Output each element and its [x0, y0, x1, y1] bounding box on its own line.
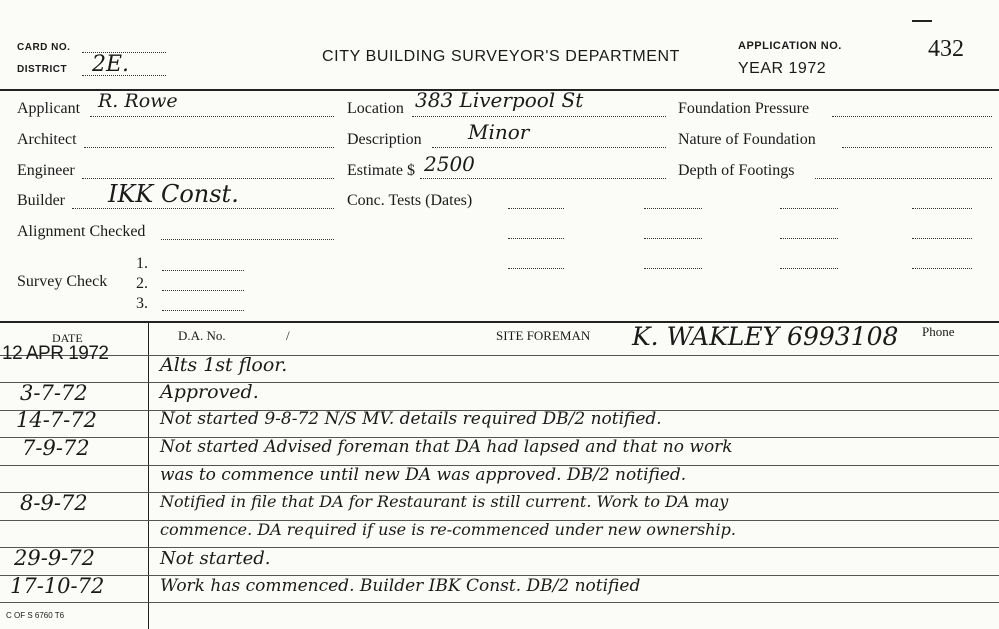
depth-footings-line	[815, 178, 992, 179]
year-label: YEAR 1972	[738, 60, 827, 77]
application-no-value: 432	[928, 36, 964, 62]
description-label: Description	[347, 131, 422, 148]
da-no-value: /	[286, 328, 290, 343]
row-line	[0, 602, 999, 603]
entry-text: Notified in file that DA for Restaurant is still current. Work to DA may	[160, 492, 729, 511]
row-line	[0, 547, 999, 548]
entry-date: 7-9-72	[22, 436, 90, 460]
survey-item-3: 3.	[136, 295, 148, 312]
engineer-label: Engineer	[17, 162, 75, 179]
alignment-label: Alignment Checked	[17, 223, 146, 240]
builder-line	[72, 208, 334, 209]
foundation-pressure-line	[832, 116, 992, 117]
estimate-label: Estimate $	[347, 162, 415, 179]
site-foreman-value: K. WAKLEY 6993108	[632, 322, 899, 351]
engineer-line	[82, 178, 334, 179]
conc-line-r2-c1	[508, 238, 564, 239]
survey-line-1	[162, 270, 244, 271]
row-line	[0, 382, 999, 383]
site-foreman-label: SITE FOREMAN	[496, 328, 591, 343]
card-no-label: CARD NO.	[17, 42, 71, 53]
conc-line-r2-c2	[644, 238, 702, 239]
corner-mark	[912, 20, 932, 22]
phone-label: Phone	[922, 324, 955, 339]
survey-line-3	[162, 310, 244, 311]
conc-line-r3-c3	[780, 268, 838, 269]
location-line	[412, 116, 666, 117]
depth-footings-label: Depth of Footings	[678, 162, 795, 179]
entry-text: Approved.	[160, 381, 259, 403]
applicant-label: Applicant	[17, 100, 81, 117]
applicant-line	[90, 116, 334, 117]
entry-text: Work has commenced. Builder IBK Const. DB/2 notified	[160, 576, 641, 596]
entry-text: was to commence until new DA was approved. DB/2 notified.	[160, 465, 687, 485]
nature-foundation-label: Nature of Foundation	[678, 131, 816, 148]
conc-line-r3-c4	[912, 268, 972, 269]
builder-value: IKK Const.	[108, 180, 239, 208]
date-column-divider	[148, 321, 149, 629]
entry-text: Alts 1st floor.	[160, 354, 288, 376]
architect-line	[84, 147, 334, 148]
entry-date: 17-10-72	[10, 574, 105, 598]
architect-label: Architect	[17, 131, 77, 148]
entry-date: 12 APR 1972	[2, 343, 109, 364]
entry-text: Not started.	[160, 548, 271, 569]
conc-line-r2-c4	[912, 238, 972, 239]
da-no-label: D.A. No.	[178, 328, 226, 343]
entry-text: Not started 9-8-72 N/S MV. details required DB/2 notified.	[160, 409, 662, 429]
survey-line-2	[162, 290, 244, 291]
department-title: CITY BUILDING SURVEYOR'S DEPARTMENT	[322, 48, 681, 65]
survey-item-2: 2.	[136, 275, 148, 292]
location-value: 383 Liverpool St	[415, 88, 584, 112]
location-label: Location	[347, 100, 404, 117]
conc-tests-label: Conc. Tests (Dates)	[347, 192, 473, 209]
alignment-line	[161, 239, 334, 240]
application-no-label: APPLICATION NO.	[738, 40, 842, 52]
conc-line-r1-c4	[912, 208, 972, 209]
entry-text: Not started Advised foreman that DA had lapsed and that no work	[160, 437, 733, 457]
conc-line-r3-c1	[508, 268, 564, 269]
description-value: Minor	[468, 120, 530, 144]
nature-foundation-line	[842, 147, 992, 148]
description-line	[432, 147, 666, 148]
estimate-value: 2500	[424, 152, 475, 176]
entry-date: 14-7-72	[16, 408, 97, 432]
entry-date: 29-9-72	[14, 546, 95, 570]
survey-item-1: 1.	[136, 255, 148, 272]
entry-date: 8-9-72	[20, 491, 88, 515]
conc-line-r1-c1	[508, 208, 564, 209]
date-header: DATE	[52, 331, 83, 345]
form-code: C OF S 6760 T6	[6, 611, 65, 620]
conc-line-r1-c3	[780, 208, 838, 209]
estimate-line	[420, 178, 666, 179]
applicant-value: R. Rowe	[98, 90, 178, 112]
row-line	[0, 355, 999, 356]
conc-line-r3-c2	[644, 268, 702, 269]
district-label: DISTRICT	[17, 64, 68, 75]
conc-line-r1-c2	[644, 208, 702, 209]
survey-check-label: Survey Check	[17, 273, 108, 290]
district-value: 2E.	[92, 52, 130, 77]
foundation-pressure-label: Foundation Pressure	[678, 100, 810, 117]
conc-line-r2-c3	[780, 238, 838, 239]
builder-label: Builder	[17, 192, 65, 209]
entry-text: commence. DA required if use is re-commenced under new ownership.	[160, 520, 736, 539]
entry-date: 3-7-72	[20, 381, 88, 405]
